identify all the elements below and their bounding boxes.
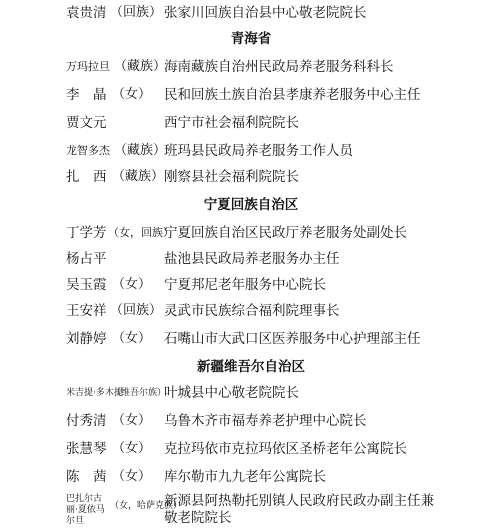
list-item	[0, 298, 502, 324]
person-name: 陈 茜	[66, 469, 107, 485]
person-name: 贾文元	[66, 115, 107, 131]
person-ethnicity: （女）	[112, 413, 152, 428]
person-name: 丁学芳	[66, 225, 107, 241]
section-heading: 青海省	[230, 31, 272, 47]
person-title: 石嘴山市大武口区医养服务中心护理部主任	[164, 331, 421, 347]
list-item	[0, 82, 502, 108]
person-title: 班玛县民政局养老服务工作人员	[164, 143, 353, 159]
person-name: 付秀清	[66, 413, 107, 429]
list-item	[0, 490, 502, 530]
section-heading: 宁夏回族自治区	[203, 197, 299, 213]
list-item	[0, 380, 502, 406]
person-title: 海南藏族自治州民政局养老服务科科长	[164, 59, 394, 75]
person-title: 灵武市民族综合福利院理事长	[164, 303, 340, 319]
person-title: 新源县阿热勒托别镇人民政府民政办副主任兼	[164, 493, 434, 509]
person-title: 克拉玛依市克拉玛依区圣桥老年公寓院长	[164, 441, 407, 457]
section-heading: 新疆维吾尔自治区	[197, 359, 305, 375]
list-item	[0, 54, 502, 80]
person-title: 宁夏邦尼老年服务中心院长	[164, 277, 326, 293]
person-ethnicity: （女）	[112, 87, 152, 102]
person-ethnicity: （女）	[112, 331, 152, 346]
list-item	[0, 138, 502, 164]
list-item	[0, 326, 502, 352]
person-name: 刘静婷	[66, 331, 107, 347]
person-ethnicity: （回族）	[110, 303, 163, 318]
list-item	[0, 0, 502, 26]
list-item	[0, 110, 502, 136]
person-name: 扎 西	[66, 169, 107, 185]
person-title: 刚察县社会福利院院长	[164, 169, 299, 185]
person-ethnicity: （女）	[112, 469, 152, 484]
person-name: 王安祥	[66, 303, 107, 319]
list-item	[0, 464, 502, 490]
person-name: 巴扎尔古丽·夏依马尔旦	[66, 494, 105, 526]
person-ethnicity: （女，哈萨克族）	[110, 501, 183, 511]
person-ethnicity: （藏族）	[114, 59, 167, 74]
person-ethnicity: （藏族）	[112, 169, 165, 184]
person-title: 张家川回族自治县中心敬老院院长	[164, 5, 367, 21]
person-name: 龙智多杰	[66, 144, 110, 157]
person-name: 万玛拉旦	[66, 60, 110, 73]
person-name: 李 晶	[66, 87, 107, 103]
person-ethnicity: （女）	[112, 277, 152, 292]
person-ethnicity: （回族）	[110, 5, 163, 20]
list-item	[0, 164, 502, 190]
person-name: 杨占平	[66, 251, 107, 267]
list-item	[0, 220, 502, 246]
person-name: 米吉提·多木提	[66, 388, 123, 398]
person-ethnicity: （维吾尔族）	[112, 388, 167, 398]
person-ethnicity: （女）	[112, 441, 152, 456]
list-item	[0, 246, 502, 272]
person-title: 盐池县民政局养老服务办主任	[164, 251, 340, 267]
person-name: 袁贵清	[66, 5, 107, 21]
person-title: 乌鲁木齐市福寿养老护理中心院长	[164, 413, 367, 429]
list-item	[0, 436, 502, 462]
person-title: 库尔勒市九九老年公寓院长	[164, 469, 326, 485]
list-item	[0, 272, 502, 298]
person-title-continued: 敬老院院长	[164, 510, 232, 526]
person-title: 叶城县中心敬老院院长	[164, 385, 299, 401]
person-title: 民和回族土族自治县孝康养老服务中心主任	[164, 87, 421, 103]
list-item	[0, 408, 502, 434]
person-ethnicity: （女，回族）	[108, 226, 174, 239]
person-name: 吴玉霞	[66, 277, 107, 293]
person-name: 张慧琴	[66, 441, 107, 457]
person-title: 宁夏回族自治区民政厅养老服务处副处长	[164, 225, 407, 241]
person-ethnicity: （藏族）	[114, 143, 167, 158]
person-title: 西宁市社会福利院院长	[164, 115, 299, 131]
